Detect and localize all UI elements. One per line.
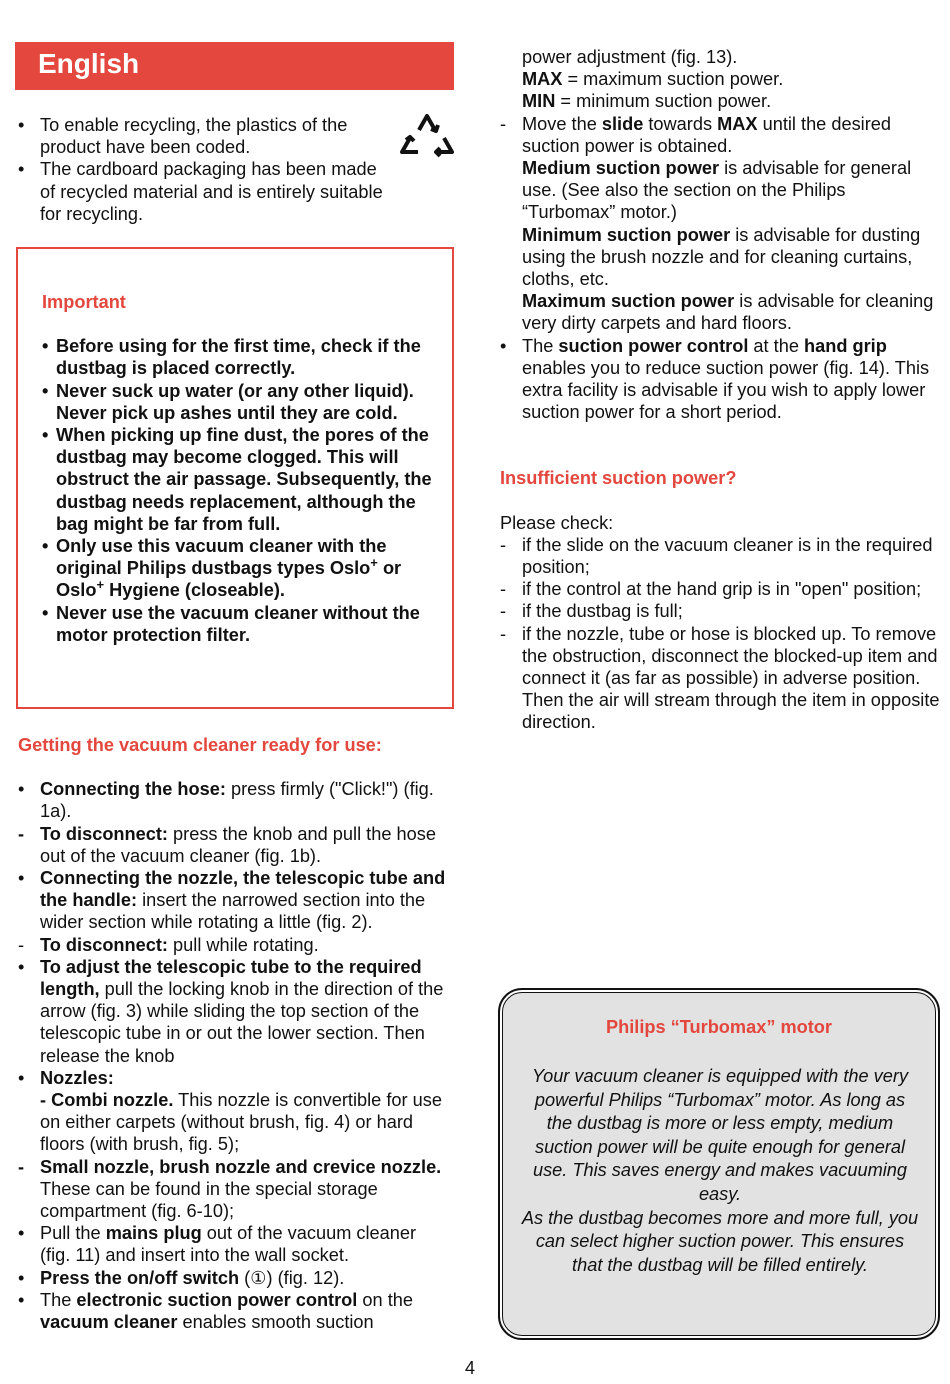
list-item: - To disconnect: pull while rotating. — [18, 934, 319, 955]
turbomax-text: Your vacuum cleaner is equipped with the very powerful Philips “Turbomax” motor. As long as the dustbag is more or less empty, medium suction power will be quite enough for general use. This saves energy and makes vacuuming easy. As the dustbag becomes more and more full, you can select higher suction power. This ensures that the dustbag will be filled entirely. — [521, 1066, 919, 1275]
list-item: • Nozzles: - Combi nozzle. This nozzle is convertible for use on either carpets (without brush, fig. 4) or hard floors (with brush, fig. 5); — [18, 1067, 442, 1155]
list-item: • When picking up fine dust, the pores of the dustbag may become clogged. This will obstruct the air passage. Subsequently, the dustbag needs replacement, although the bag might be far from full. — [42, 425, 432, 534]
recycling-list — [18, 114, 393, 225]
paragraph: MIN = minimum suction power. — [522, 91, 772, 112]
list-item: • Connecting the hose: press firmly ("Click!") (fig. 1a). — [18, 779, 434, 822]
list-item: • Never use the vacuum cleaner without the motor protection filter. — [42, 602, 420, 645]
list-item: - To disconnect: press the knob and pull the hose out of the vacuum cleaner (fig. 1b). — [18, 823, 436, 866]
list-item: - if the nozzle, tube or hose is blocked up. To remove the obstruction, disconnect the blocked-up item and connect it (as far as possible) in adverse position. Then the air will stream through the item in opposite direction. — [500, 623, 940, 733]
list-item: - if the control at the hand grip is in "open" position; — [500, 579, 922, 600]
list-item: • To enable recycling, the plastics of the product have been coded. — [18, 115, 348, 158]
list-item: • Pull the mains plug out of the vacuum cleaner (fig. 11) and insert into the wall socket. — [18, 1223, 417, 1266]
important-title: Important — [42, 292, 126, 312]
list-item: • To adjust the telescopic tube to the required length, pull the locking knob in the direction of the arrow (fig. 3) while sliding the top section of the telescopic tube in or out the lower section. Then release the knob — [18, 956, 444, 1066]
ready-section — [18, 734, 450, 1333]
section-title: Insufficient suction power? — [500, 468, 737, 489]
list-item: - if the slide on the vacuum cleaner is in the required position; — [500, 534, 933, 578]
list-item: • Press the on/off switch (①) (fig. 12). — [18, 1267, 345, 1288]
list-item: - Move the slide towards MAX until the desired suction power is obtained. — [500, 113, 892, 156]
list-item: - Small nozzle, brush nozzle and crevice nozzle. These can be found in the special storage compartment (fig. 6-10); — [18, 1156, 442, 1222]
paragraph: Maximum suction power is advisable for cleaning very dirty carpets and hard floors. — [522, 291, 934, 334]
list-item: • Before using for the first time, check if the dustbag is placed correctly. — [42, 336, 421, 379]
list-item: • The suction power control at the hand grip enables you to reduce suction power (fig. 14). This extra facility is advisable if you wish to apply lower suction power for a short period. — [500, 335, 930, 423]
paragraph: Minimum suction power is advisable for dusting using the brush nozzle and for cleaning curtains, cloths, etc. — [522, 224, 921, 290]
list-item: - if the dustbag is full; — [500, 601, 683, 622]
paragraph: Medium suction power is advisable for general use. (See also the section on the Philips “Turbomax” motor.) — [522, 158, 912, 223]
list-item: • The cardboard packaging has been made of recycled material and is entirely suitable for recycling. — [18, 159, 383, 224]
language-header — [15, 42, 454, 90]
page-number: 4 — [465, 1358, 476, 1378]
right-column — [500, 46, 940, 734]
list-item: • The electronic suction power control on the vacuum cleaner enables smooth suction — [18, 1289, 413, 1333]
paragraph: MAX = maximum suction power. — [522, 69, 784, 90]
section-title: Getting the vacuum cleaner ready for use: — [18, 735, 382, 755]
turbomax-title: Philips “Turbomax” motor — [605, 1017, 832, 1037]
language-label: English — [38, 48, 140, 79]
paragraph: Please check: — [500, 512, 614, 533]
list-item: • Only use this vacuum cleaner with the original Philips dustbags types Oslo+ or Oslo+ Hygiene (closeable). — [42, 536, 402, 601]
recycle-icon — [396, 108, 458, 170]
important-content — [42, 291, 442, 646]
list-item: • Never suck up water (or any other liquid). Never pick up ashes until they are cold. — [42, 380, 414, 423]
list-item: • Connecting the nozzle, the telescopic tube and the handle: insert the narrowed section into the wider section while rotating a little (fig. 2). — [18, 868, 446, 933]
paragraph: power adjustment (fig. 13). — [522, 47, 738, 67]
